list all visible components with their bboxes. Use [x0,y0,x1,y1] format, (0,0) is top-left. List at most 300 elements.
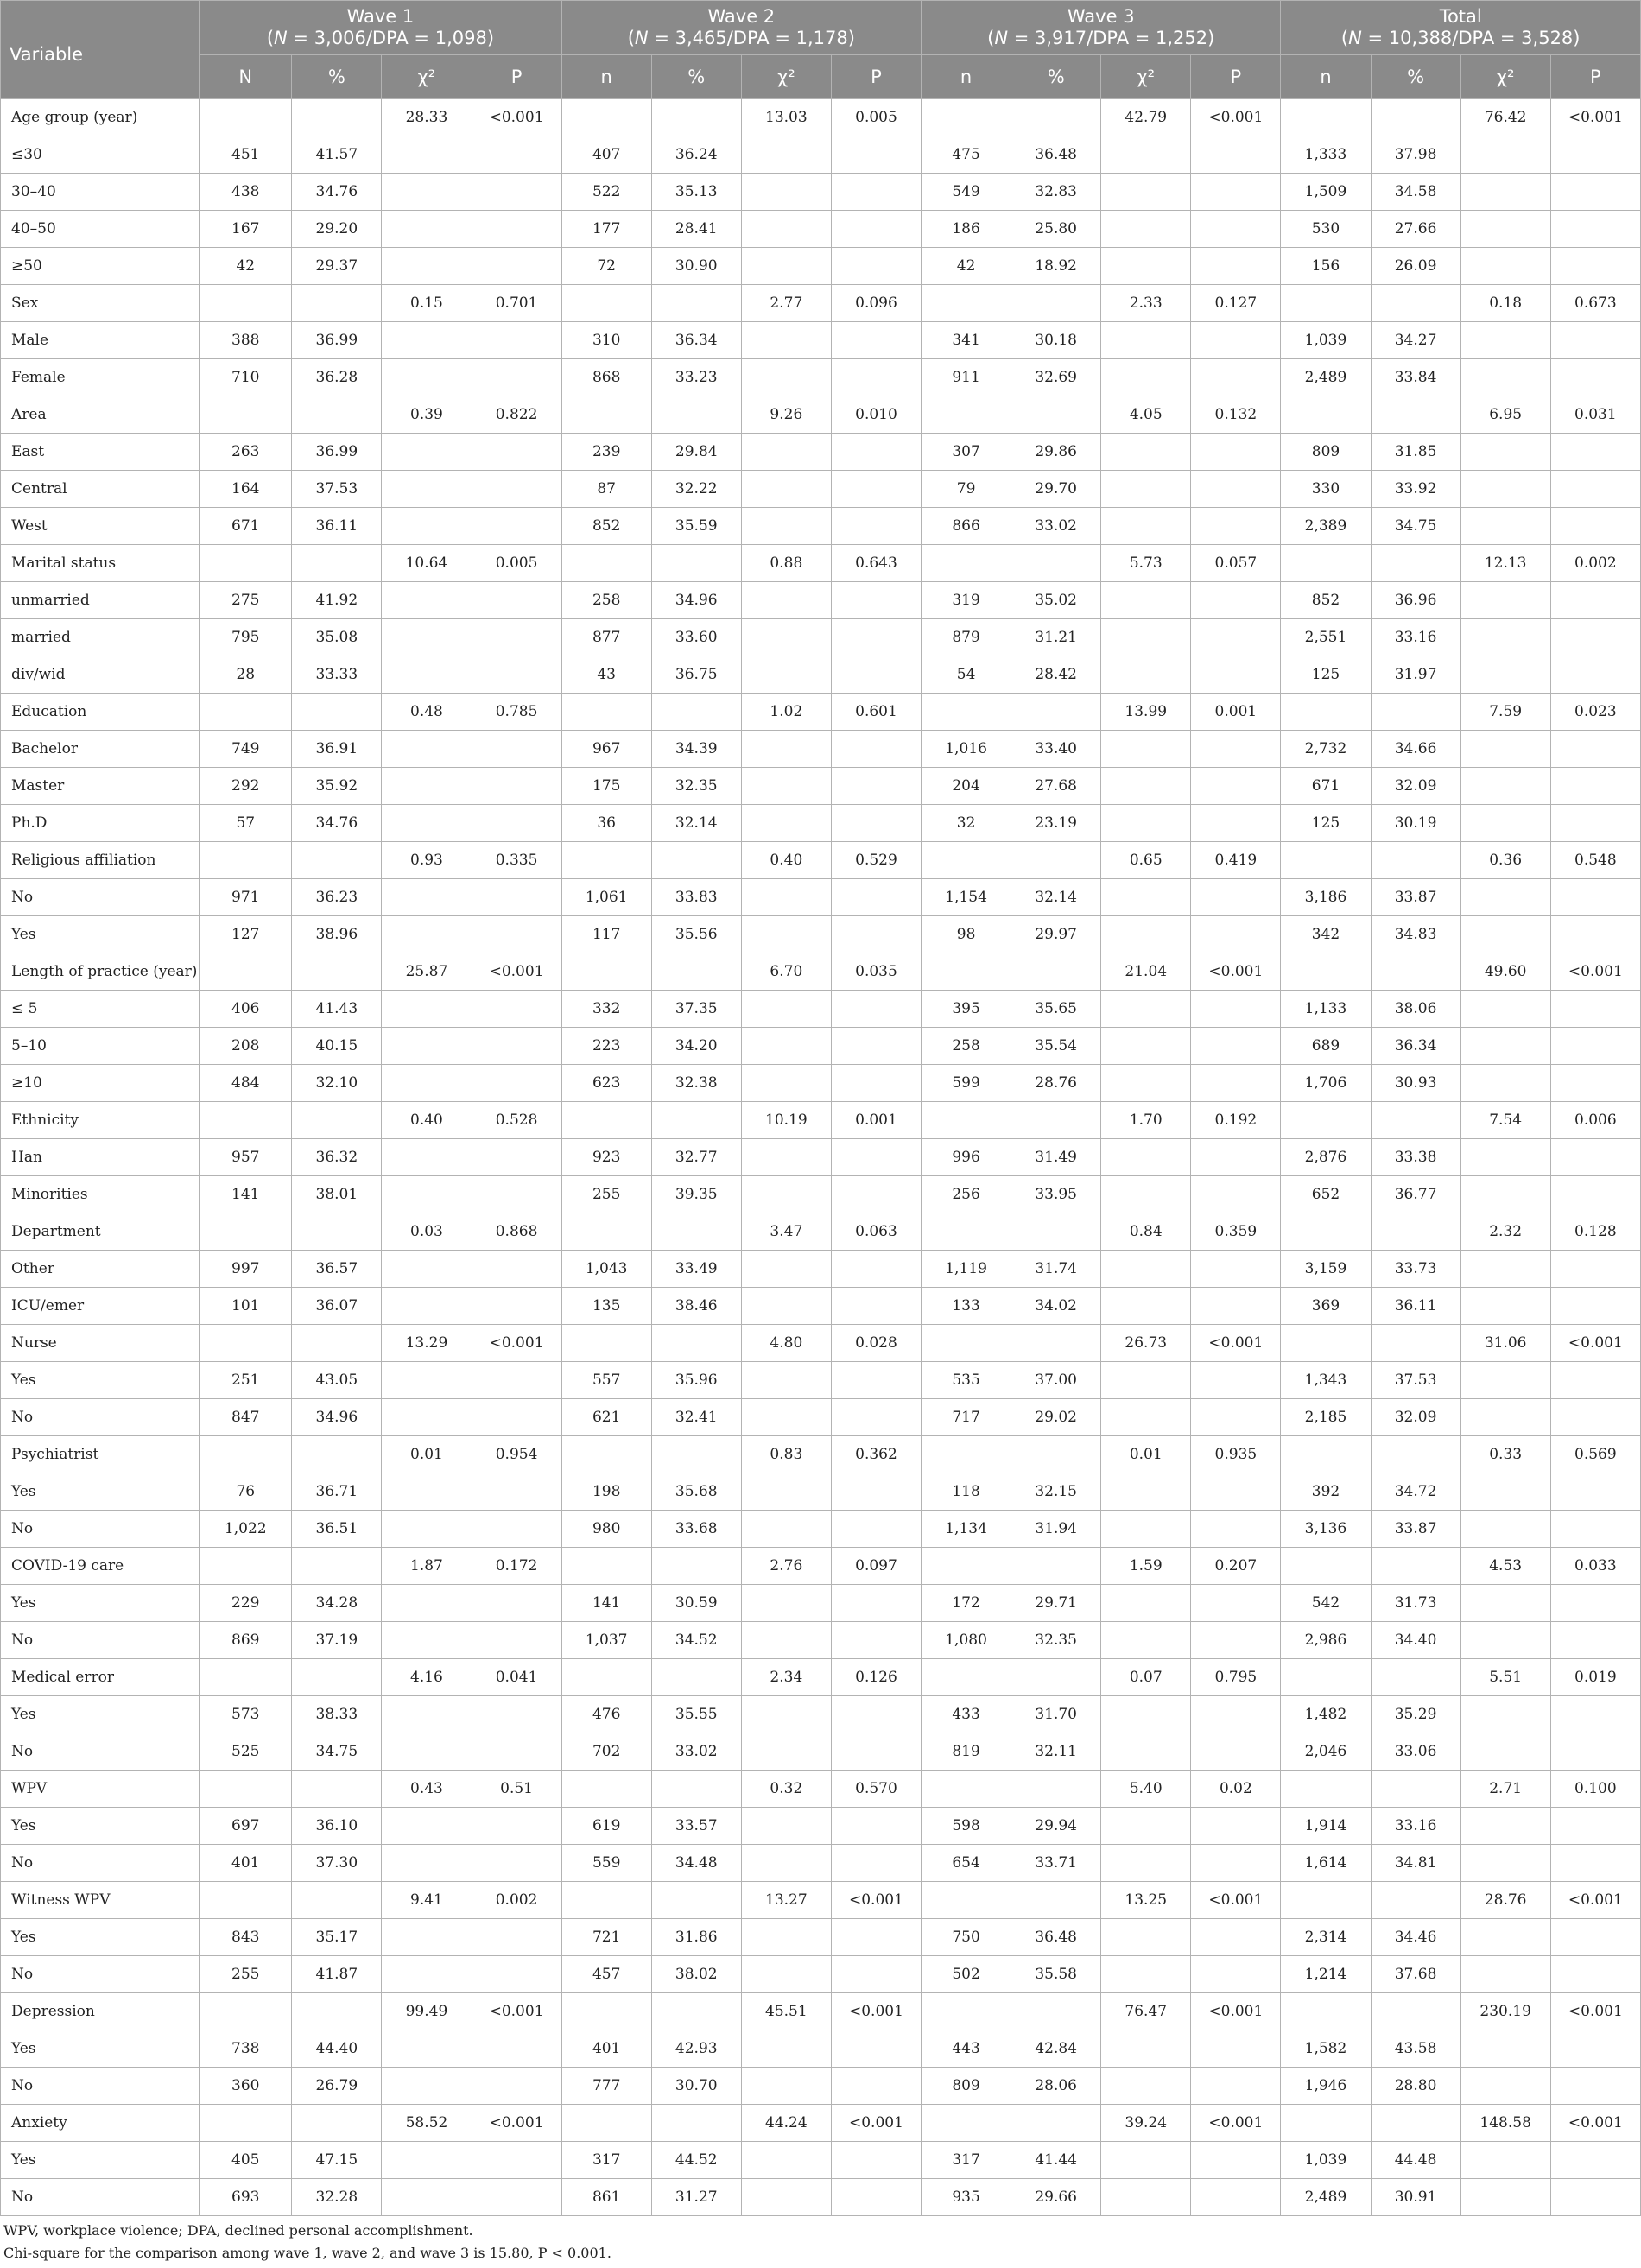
chi-square-cell [382,248,472,285]
row-label: Yes [1,2030,200,2068]
percent-cell: 38.33 [292,1696,382,1733]
percent-cell: 35.65 [1011,991,1101,1028]
chi-square-cell [1460,1176,1550,1213]
chi-square-cell [1101,1251,1191,1288]
percent-cell: 43.05 [292,1362,382,1399]
percent-cell: 34.20 [651,1028,741,1065]
p-value-cell [472,1622,561,1659]
p-value-cell [1550,991,1640,1028]
row-label: Yes [1,1362,200,1399]
percent-cell: 33.02 [1011,508,1101,545]
n-cell: 341 [922,322,1011,359]
p-value-cell [472,991,561,1028]
percent-cell: 32.28 [292,2179,382,2216]
n-cell [1281,1213,1371,1251]
percent-cell: 38.46 [651,1288,741,1325]
n-cell: 1,946 [1281,2068,1371,2105]
chi-square-cell [382,1919,472,1956]
n-cell [1281,1325,1371,1362]
p-value-cell: 0.128 [1550,1213,1640,1251]
category-row [1,136,1641,174]
n-cell: 980 [561,1511,651,1548]
row-label: Central [1,471,200,508]
column-header: n [1281,55,1371,99]
p-value-cell [1191,1845,1281,1882]
n-cell: 457 [561,1956,651,1993]
chi-square-cell [1101,1622,1191,1659]
chi-square-cell: 13.27 [741,1882,831,1919]
chi-square-cell [741,1696,831,1733]
n-cell: 1,614 [1281,1845,1371,1882]
category-row [1,1845,1641,1882]
p-value-cell [1550,1919,1640,1956]
p-value-cell [1550,1362,1640,1399]
percent-cell: 34.48 [651,1845,741,1882]
chi-square-cell: 76.47 [1101,1993,1191,2030]
n-cell [561,953,651,991]
n-cell [1281,2105,1371,2142]
p-value-cell: 0.335 [472,842,561,879]
n-cell [561,99,651,136]
chi-square-cell: 12.13 [1460,545,1550,582]
wave-sample-size: (N = 10,388/DPA = 3,528) [1340,28,1581,48]
percent-cell: 29.86 [1011,434,1101,471]
percent-cell: 35.58 [1011,1956,1101,1993]
chi-square-cell [1101,322,1191,359]
percent-cell [1011,842,1101,879]
chi-square-cell: 3.47 [741,1213,831,1251]
p-value-cell [831,656,921,694]
percent-cell [1371,396,1460,434]
n-cell [561,842,651,879]
p-value-cell: 0.701 [472,285,561,322]
variable-group-row [1,694,1641,731]
n-cell [922,842,1011,879]
wave-n-value: 3,006 [314,28,366,48]
chi-square-cell: 0.43 [382,1771,472,1808]
percent-cell: 40.15 [292,1028,382,1065]
n-cell: 1,154 [922,879,1011,916]
category-row [1,471,1641,508]
n-cell: 476 [561,1696,651,1733]
n-cell [200,396,292,434]
chi-square-cell: 0.33 [1460,1436,1550,1473]
percent-cell: 34.76 [292,805,382,842]
p-value-cell [1550,1139,1640,1176]
percent-cell: 33.40 [1011,731,1101,768]
chi-square-cell: 5.51 [1460,1659,1550,1696]
percent-cell: 31.97 [1371,656,1460,694]
p-value-cell [472,1139,561,1176]
percent-cell: 32.35 [1011,1622,1101,1659]
p-value-cell [1550,916,1640,953]
percent-cell [1371,1771,1460,1808]
percent-cell: 34.58 [1371,174,1460,211]
percent-cell: 28.06 [1011,2068,1101,2105]
p-value-cell: <0.001 [1550,1882,1640,1919]
row-label: Area [1,396,200,434]
chi-square-cell [741,359,831,396]
p-value-cell [831,1585,921,1622]
n-cell: 98 [922,916,1011,953]
percent-cell: 35.54 [1011,1028,1101,1065]
row-label: Ph.D [1,805,200,842]
percent-cell: 33.95 [1011,1176,1101,1213]
percent-cell [651,1436,741,1473]
percent-cell [1371,545,1460,582]
chi-square-cell [741,136,831,174]
percent-cell: 32.22 [651,471,741,508]
percent-cell: 28.76 [1011,1065,1101,1102]
p-value-cell [1550,1808,1640,1845]
n-cell [200,1548,292,1585]
chi-square-cell [741,1845,831,1882]
category-row [1,508,1641,545]
p-value-cell [1550,471,1640,508]
p-value-cell [472,1473,561,1511]
chi-square-cell [741,1362,831,1399]
percent-cell: 33.38 [1371,1139,1460,1176]
chi-square-cell [1101,508,1191,545]
wave-sample-size: (N = 3,465/DPA = 1,178) [627,28,855,48]
variable-group-row [1,99,1641,136]
p-value-cell [1191,1733,1281,1771]
n-cell [922,1771,1011,1808]
n-cell: 2,489 [1281,359,1371,396]
chi-square-cell: 5.40 [1101,1771,1191,1808]
n-cell: 502 [922,1956,1011,1993]
n-cell: 433 [922,1696,1011,1733]
percent-cell: 44.40 [292,2030,382,2068]
p-value-cell [472,879,561,916]
wave-n-value: 3,917 [1035,28,1087,48]
n-cell: 76 [200,1473,292,1511]
category-row [1,1733,1641,1771]
n-cell [561,694,651,731]
chi-square-cell [1460,1696,1550,1733]
row-label: Witness WPV [1,1882,200,1919]
n-cell [200,953,292,991]
chi-square-cell: 13.25 [1101,1882,1191,1919]
p-value-cell: 0.207 [1191,1548,1281,1585]
chi-square-cell [1460,1808,1550,1845]
n-cell: 32 [922,805,1011,842]
n-cell: 101 [200,1288,292,1325]
p-value-cell: 0.127 [1191,285,1281,322]
p-value-cell [472,1845,561,1882]
n-cell: 239 [561,434,651,471]
n-cell: 1,022 [200,1511,292,1548]
n-cell [922,285,1011,322]
category-row [1,1065,1641,1102]
n-cell: 208 [200,1028,292,1065]
p-value-cell [831,1362,921,1399]
n-cell: 1,914 [1281,1808,1371,1845]
p-value-cell: 0.785 [472,694,561,731]
n-cell: 251 [200,1362,292,1399]
chi-square-cell [1460,619,1550,656]
n-cell: 2,389 [1281,508,1371,545]
percent-cell [651,2105,741,2142]
chi-square-cell [1101,879,1191,916]
chi-square-cell [1101,1028,1191,1065]
p-value-cell: 0.359 [1191,1213,1281,1251]
p-value-cell: <0.001 [472,99,561,136]
n-cell: 87 [561,471,651,508]
column-header: n [561,55,651,99]
p-value-cell [1191,768,1281,805]
percent-cell: 34.76 [292,174,382,211]
category-row [1,768,1641,805]
chi-square-cell [1101,1808,1191,1845]
percent-cell: 34.96 [292,1399,382,1436]
percent-cell: 29.02 [1011,1399,1101,1436]
n-cell [200,1882,292,1919]
p-value-cell: 0.192 [1191,1102,1281,1139]
p-value-cell [831,916,921,953]
wave-title: Wave 2 [707,6,776,27]
category-row [1,1808,1641,1845]
chi-square-cell [1101,731,1191,768]
percent-cell: 36.11 [1371,1288,1460,1325]
column-header: χ² [1101,55,1191,99]
category-row [1,1956,1641,1993]
n-cell: 549 [922,174,1011,211]
row-label: ICU/emer [1,1288,200,1325]
percent-cell: 36.51 [292,1511,382,1548]
category-row [1,1251,1641,1288]
percent-cell: 41.92 [292,582,382,619]
p-value-cell [1191,582,1281,619]
chi-square-cell [382,1845,472,1882]
chi-square-cell [1101,211,1191,248]
p-value-cell [1191,174,1281,211]
p-value-cell: <0.001 [472,2105,561,2142]
n-cell: 141 [200,1176,292,1213]
category-row [1,1696,1641,1733]
chi-square-cell: 45.51 [741,1993,831,2030]
n-cell [922,1548,1011,1585]
p-value-cell [1550,359,1640,396]
percent-cell [651,1771,741,1808]
percent-cell: 34.75 [1371,508,1460,545]
p-value-cell [1191,322,1281,359]
chi-square-cell [382,1585,472,1622]
chi-square-cell [382,1808,472,1845]
percent-cell: 33.60 [651,619,741,656]
chi-square-cell [741,582,831,619]
n-cell: 392 [1281,1473,1371,1511]
n-cell [561,285,651,322]
row-label: ≥50 [1,248,200,285]
p-value-cell [472,1733,561,1771]
n-cell: 697 [200,1808,292,1845]
percent-cell: 33.57 [651,1808,741,1845]
p-value-cell [1550,508,1640,545]
chi-square-cell [1101,1473,1191,1511]
n-cell: 317 [561,2142,651,2179]
p-value-cell [1550,1622,1640,1659]
chi-square-cell [382,1511,472,1548]
n-cell: 3,186 [1281,879,1371,916]
n-cell: 997 [200,1251,292,1288]
n-cell: 177 [561,211,651,248]
percent-cell [651,545,741,582]
chi-square-cell: 148.58 [1460,2105,1550,2142]
p-value-cell [1550,1028,1640,1065]
p-value-cell [1550,1065,1640,1102]
chi-square-cell: 4.53 [1460,1548,1550,1585]
percent-cell: 30.90 [651,248,741,285]
chi-square-cell [1460,768,1550,805]
chi-square-cell: 0.32 [741,1771,831,1808]
p-value-cell [1191,1919,1281,1956]
n-cell: 795 [200,619,292,656]
n-cell [1281,842,1371,879]
row-label: Han [1,1139,200,1176]
n-cell: 125 [1281,656,1371,694]
row-label: West [1,508,200,545]
percent-cell [292,1213,382,1251]
percent-cell [1371,1213,1460,1251]
percent-cell: 31.94 [1011,1511,1101,1548]
row-label: div/wid [1,656,200,694]
p-value-cell [1191,879,1281,916]
n-cell: 710 [200,359,292,396]
percent-cell: 36.57 [292,1251,382,1288]
chi-square-cell [741,1473,831,1511]
row-label: No [1,1956,200,1993]
percent-cell: 32.11 [1011,1733,1101,1771]
percent-cell [292,953,382,991]
chi-square-cell: 76.42 [1460,99,1550,136]
n-cell: 263 [200,434,292,471]
chi-square-cell [741,1288,831,1325]
p-value-cell [1550,2068,1640,2105]
row-label: COVID-19 care [1,1548,200,1585]
percent-cell: 26.79 [292,2068,382,2105]
chi-square-cell [1460,1028,1550,1065]
p-value-cell [831,1176,921,1213]
percent-cell [292,1882,382,1919]
chi-square-cell [382,1251,472,1288]
p-value-cell [831,731,921,768]
n-cell [200,545,292,582]
p-value-cell: 0.172 [472,1548,561,1585]
percent-cell: 41.43 [292,991,382,1028]
chi-square-cell [1101,1399,1191,1436]
chi-square-cell [741,1511,831,1548]
n-cell [922,1436,1011,1473]
percent-cell: 33.83 [651,879,741,916]
chi-square-cell [1101,805,1191,842]
n-cell [1281,99,1371,136]
chi-square-cell: 0.65 [1101,842,1191,879]
p-value-cell [472,508,561,545]
n-cell: 256 [922,1176,1011,1213]
percent-cell: 32.38 [651,1065,741,1102]
percent-cell [1011,2105,1101,2142]
n-cell: 1,333 [1281,136,1371,174]
category-row [1,805,1641,842]
p-value-cell [1550,322,1640,359]
p-value-cell: 0.019 [1550,1659,1640,1696]
n-cell: 809 [1281,434,1371,471]
chi-square-cell [741,248,831,285]
percent-cell: 37.30 [292,1845,382,1882]
n-cell: 3,136 [1281,1511,1371,1548]
p-value-cell: 0.057 [1191,545,1281,582]
n-cell: 2,489 [1281,2179,1371,2216]
chi-square-cell [1101,1845,1191,1882]
n-cell: 401 [561,2030,651,2068]
percent-cell: 29.20 [292,211,382,248]
chi-square-cell [741,2030,831,2068]
percent-cell: 41.87 [292,1956,382,1993]
p-value-cell [831,879,921,916]
n-cell [561,396,651,434]
chi-square-cell [1460,1585,1550,1622]
n-cell [1281,1771,1371,1808]
row-label: Male [1,322,200,359]
chi-square-cell [1101,248,1191,285]
p-value-cell [472,916,561,953]
row-label: Minorities [1,1176,200,1213]
chi-square-cell [741,991,831,1028]
category-row [1,1919,1641,1956]
percent-cell: 36.32 [292,1139,382,1176]
chi-square-cell: 0.40 [382,1102,472,1139]
chi-square-cell [1460,2142,1550,2179]
percent-cell [1371,1993,1460,2030]
chi-square-cell [1460,471,1550,508]
p-value-cell [1550,879,1640,916]
chi-square-cell: 9.26 [741,396,831,434]
percent-cell: 36.11 [292,508,382,545]
percent-cell: 36.96 [1371,582,1460,619]
percent-cell: 31.49 [1011,1139,1101,1176]
n-cell [922,1993,1011,2030]
chi-square-cell [741,471,831,508]
row-label: No [1,1845,200,1882]
chi-square-cell: 1.87 [382,1548,472,1585]
p-value-cell: <0.001 [1550,2105,1640,2142]
p-value-cell: 0.51 [472,1771,561,1808]
percent-cell [292,2105,382,2142]
category-row [1,1028,1641,1065]
n-cell [561,545,651,582]
chi-square-cell [1101,1288,1191,1325]
chi-square-cell [741,1028,831,1065]
chi-square-cell [741,211,831,248]
n-cell: 2,314 [1281,1919,1371,1956]
percent-cell [1011,1548,1101,1585]
p-value-cell [1550,1733,1640,1771]
chi-square-cell [382,211,472,248]
p-value-cell [1191,1808,1281,1845]
p-value-cell: 0.362 [831,1436,921,1473]
percent-cell [1011,1102,1101,1139]
percent-cell: 29.97 [1011,916,1101,953]
chi-square-cell [1101,1065,1191,1102]
n-cell: 175 [561,768,651,805]
n-cell [561,1659,651,1696]
wave-header [561,1,921,55]
percent-cell [1371,1882,1460,1919]
n-cell [200,694,292,731]
percent-cell: 29.94 [1011,1808,1101,1845]
n-cell: 79 [922,471,1011,508]
